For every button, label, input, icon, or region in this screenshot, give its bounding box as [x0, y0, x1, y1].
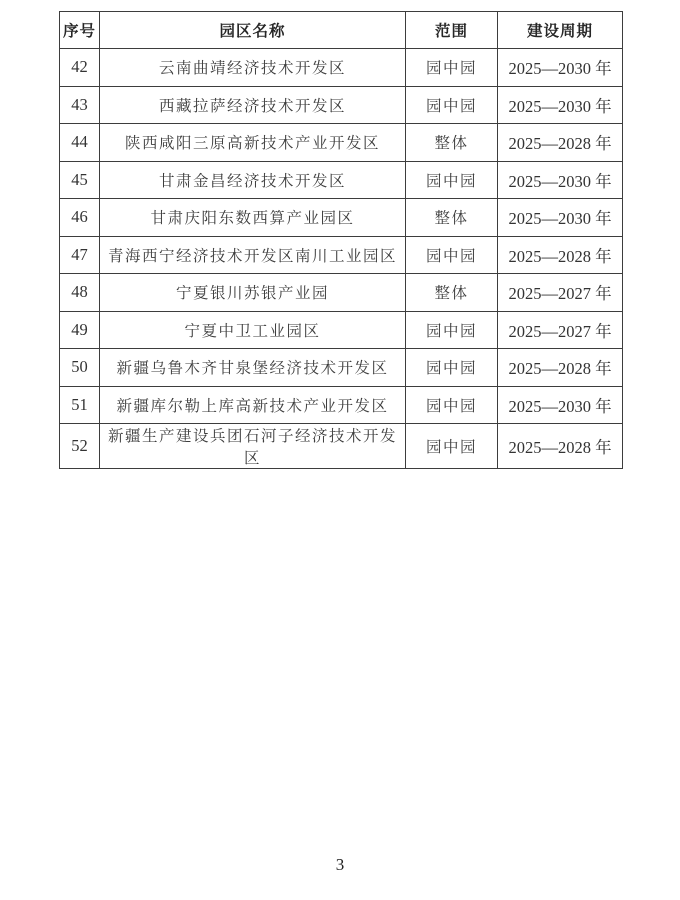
park-name-cell: 宁夏银川苏银产业园: [100, 274, 406, 312]
park-name-cell: 甘肃金昌经济技术开发区: [100, 161, 406, 199]
header-scope: 范围: [406, 12, 498, 49]
table-row: [60, 199, 623, 237]
header-serial-number: 序号: [60, 12, 100, 49]
table-row: [60, 161, 623, 199]
build-period-cell: 2025—2028 年: [498, 124, 623, 162]
table-row: [60, 349, 623, 387]
serial-number-cell: 51: [60, 386, 100, 424]
build-period-cell: 2025—2027 年: [498, 274, 623, 312]
park-name-cell: 宁夏中卫工业园区: [100, 311, 406, 349]
page-number: 3: [335, 855, 345, 874]
table-row: [60, 236, 623, 274]
scope-cell: 整体: [406, 124, 498, 162]
build-period-cell: 2025—2028 年: [498, 349, 623, 387]
scope-cell: 园中园: [406, 161, 498, 199]
build-period-cell: 2025—2030 年: [498, 386, 623, 424]
build-period-cell: 2025—2030 年: [498, 161, 623, 199]
park-name-cell: 青海西宁经济技术开发区南川工业园区: [100, 236, 406, 274]
scope-cell: 园中园: [406, 49, 498, 87]
table-row: [60, 274, 623, 312]
scope-cell: 园中园: [406, 311, 498, 349]
serial-number-cell: 47: [60, 236, 100, 274]
build-period-cell: 2025—2028 年: [498, 236, 623, 274]
scope-cell: 整体: [406, 274, 498, 312]
table-row: [60, 124, 623, 162]
table-row: [60, 424, 623, 469]
park-name-cell: 新疆生产建设兵团石河子经济技术开发区: [100, 424, 406, 469]
serial-number-cell: 42: [60, 49, 100, 87]
build-period-cell: 2025—2030 年: [498, 86, 623, 124]
table-header: [60, 12, 623, 49]
serial-number-cell: 45: [60, 161, 100, 199]
header-park-name: 园区名称: [100, 12, 406, 49]
serial-number-cell: 46: [60, 199, 100, 237]
build-period-cell: 2025—2030 年: [498, 49, 623, 87]
serial-number-cell: 44: [60, 124, 100, 162]
serial-number-cell: 48: [60, 274, 100, 312]
park-name-cell: 云南曲靖经济技术开发区: [100, 49, 406, 87]
build-period-cell: 2025—2028 年: [498, 424, 623, 469]
park-name-cell: 新疆乌鲁木齐甘泉堡经济技术开发区: [100, 349, 406, 387]
scope-cell: 整体: [406, 199, 498, 237]
serial-number-cell: 49: [60, 311, 100, 349]
table-row: [60, 386, 623, 424]
scope-cell: 园中园: [406, 236, 498, 274]
park-name-cell: 甘肃庆阳东数西算产业园区: [100, 199, 406, 237]
table-row: [60, 49, 623, 87]
park-name-cell: 陕西咸阳三原高新技术产业开发区: [100, 124, 406, 162]
table-row: [60, 86, 623, 124]
park-list-table: [59, 11, 623, 469]
park-name-cell: 新疆库尔勒上库高新技术产业开发区: [100, 386, 406, 424]
scope-cell: 园中园: [406, 86, 498, 124]
serial-number-cell: 52: [60, 424, 100, 469]
header-build-period: 建设周期: [498, 12, 623, 49]
table-row: [60, 311, 623, 349]
scope-cell: 园中园: [406, 349, 498, 387]
build-period-cell: 2025—2027 年: [498, 311, 623, 349]
park-name-cell: 西藏拉萨经济技术开发区: [100, 86, 406, 124]
serial-number-cell: 43: [60, 86, 100, 124]
table-body: [60, 49, 623, 469]
serial-number-cell: 50: [60, 349, 100, 387]
scope-cell: 园中园: [406, 386, 498, 424]
build-period-cell: 2025—2030 年: [498, 199, 623, 237]
scope-cell: 园中园: [406, 424, 498, 469]
table-header-row: [60, 12, 623, 49]
